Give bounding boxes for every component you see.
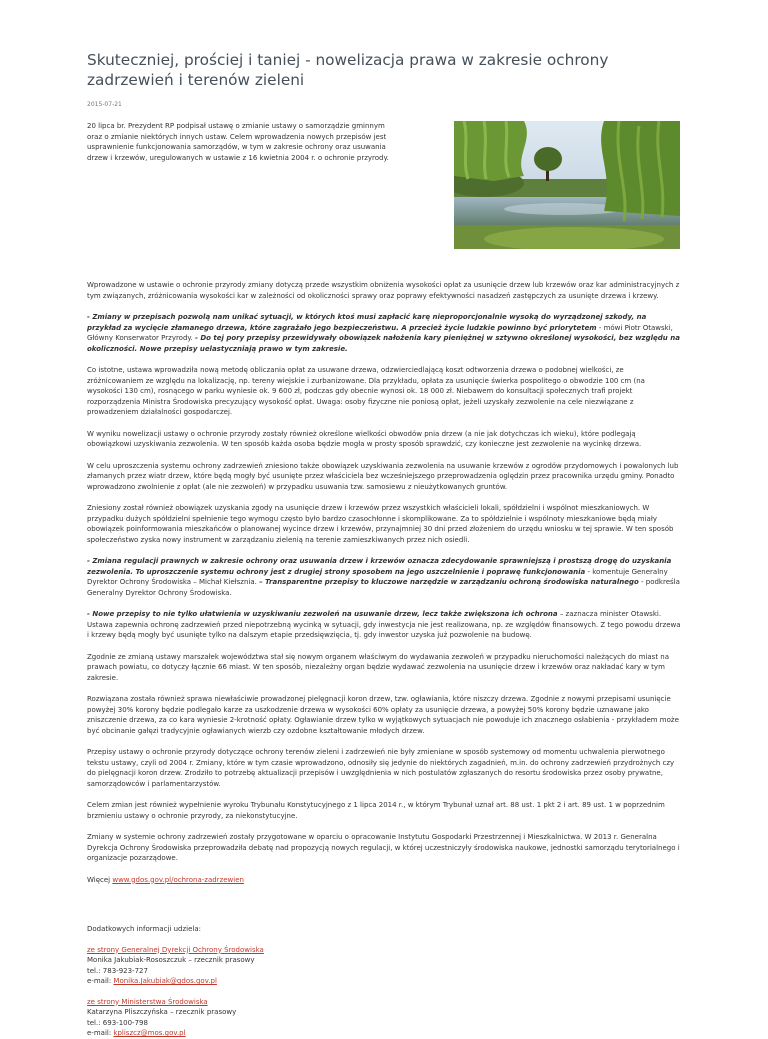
paragraph-4: W celu uproszczenia systemu ochrony zadrzewień zniesiono także obowiązek uzyskiwania zezwolenia na usuwanie krzewów z ogrodów przydomowych i powalonych lub złamanych przez wiatr drzew, które będą mogły być usunięte przez właściciela bez wcześniejszego przeprowadzenia oględzin przez pracownika urzędu gminy. Ponadto wprowadzono zwolnienie z opłat (ale nie zezwoleń) w przypadku usuwania tzw. samosiewu z nieużytkowanych gruntów.	[87, 461, 679, 491]
quote-kielsznia-bold-2: – Transparentne przepisy to kluczowe narzędzie w zarządzaniu ochroną środowiska naturalnego	[259, 578, 639, 586]
landscape-photo	[454, 121, 680, 249]
info-heading: Dodatkowych informacji udziela:	[87, 925, 201, 933]
quote-otawski-attribution: - mówi Piotr Otawski, Główny Konserwator Przyrody.	[87, 323, 673, 342]
paragraph-10: Zmiany w systemie ochrony zadrzewień zostały przygotowane w oparciu o opracowanie Instytutu Gospodarki Przestrzennej i Mieszkalnictwa. W 2013 r. Generalna Dyrekcja Ochrony Środowiska przeprowadziła debatę nad propozycją nowych regulacji, w której uczestniczyły środowiska naukowe, jednostki samorządu terytorialnego i organizacje pozarządowe.	[87, 833, 680, 862]
quote-otawski-bold: - Zmiany w przepisach pozwolą nam unikać sytuacji, w których ktoś musi zapłacić karę nieproporcjonalnie wysoką do wyrządzonej szkody, na przykład za wycięcie złamanego drzewa, które zagrażało jego bezpieczeństwu. A przecież życie ludzkie powinno być priorytetem	[87, 313, 647, 332]
contact-mos-org-link[interactable]: ze strony Ministerstwa Środowiska	[87, 997, 208, 1006]
contact-mos-email-row	[87, 1028, 681, 1039]
quote-minister-text: – zaznacza minister Otawski. Ustawa zapewnia ochronę zadrzewień przed niepotrzebną wycinką w sytuacji, gdy inwestycja nie jest realizowana, np. ze względów finansowych. Z tego powodu drzewa i krzewy będą mogły być usunięte tylko na dalszym etapie przedsięwzięcia, tj. gdy inwestor uzyska już pozwolenie na budowę.	[87, 610, 681, 639]
quote-kielsznia-attribution: - komentuje Generalny Dyrektor Ochrony Środowiska – Michał Kiełsznia.	[87, 567, 668, 586]
quote-kielsznia-bold: - Zmiana regulacji prawnych w zakresie ochrony oraz usuwania drzew i krzewów oznacza zdecydowanie sprawniejszą i prostszą drogę do uzyskania zezwolenia. To uproszczenie systemu ochrony jest z drugiej strony sposobem na jego uszczelnienie i poprawę funkcjonowania	[87, 557, 672, 576]
more-link[interactable]: www.gdos.gov.pl/ochrona-zadrzewien	[112, 875, 244, 884]
paragraph-8: Przepisy ustawy o ochronie przyrody dotyczące ochrony terenów zieleni i zadrzewień nie były zmieniane w sposób systemowy od momentu uchwalenia pierwotnego tekstu ustawy, czyli od 2004 r. Zmiany, które w tym czasie wprowadzono, odnosiły się jedynie do niektórych zagadnień, m.in. do ochrony zadrzewień przydrożnych czy do pielęgnacji koron drzew. Zrodziło to potrzebę aktualizacji przepisów i uwzględnienia w nich postulatów zgłaszanych do resortu środowiska przez osoby prywatne, samorządowców i parlamentarzystów.	[87, 748, 675, 788]
paragraph-6: Zgodnie ze zmianą ustawy marszałek województwa stał się nowym organem właściwym do wydawania zezwoleń w przypadku nieruchomości należących do miast na prawach powiatu, co dotyczy łącznie 66 miast. W ten sposób, niezależny organ będzie wydawać zezwolenia na usunięcie drzew i krzewów oraz nakładać kary w tym zakresie.	[87, 652, 670, 682]
intro-paragraph: 20 lipca br. Prezydent RP podpisał ustawę o zmianie ustawy o samorządzie gminnym oraz o zmianie niektórych innych ustaw. Celem wprowadzenia nowych przepisów jest usprawnienie funkcjonowania samorządów, w tym w zakresie ochrony oraz usuwania drzew i krzewów, uregulowanych w ustawie z 16 kwietnia 2004 r. o ochronie przyrody.	[87, 122, 389, 162]
paragraph-7: Rozwiązana została również sprawa niewłaściwie prowadzonej pielęgnacji koron drzew, tzw. ogławiania, które niszczy drzewa. Zgodnie z nowymi przepisami usunięcie powyżej 30% korony będzie podlegało karze za uszkodzenie drzewa w wysokości 60% opłaty za usunięcie drzewa, a powyżej 50% korony będzie uznawane jako zniszczenie drzewa, za co kara wyniesie 2-krotność opłaty. Ogławianie drzew tylko w wyjątkowych sytuacjach nie powoduje ich znacznego osłabienia - przykładem może być obcinanie gałęzi tradycyjnie ogławianych wierzb czy ozdobne kształtowanie młodych drzew.	[87, 695, 679, 735]
contact-gdos-name: Monika Jakubiak-Rososzczuk – rzecznik prasowy	[87, 956, 255, 964]
paragraph-3: W wyniku nowelizacji ustawy o ochronie przyrody zostały również określone wielkości obwodów pnia drzew (a nie jak dotychczas ich wieku), które podlegają obowiązkowi uzyskiwania zezwolenia. W ten sposób każda osoba będzie mogła w prosty sposób sprawdzić, czy konieczne jest zezwolenie na wycinkę drzewa.	[87, 429, 642, 448]
page-title: Skuteczniej, prościej i taniej - nowelizacja prawa w zakresie ochrony zadrzewień i terenów zieleni	[87, 51, 609, 89]
contact-gdos-org-link[interactable]: ze strony Generalnej Dyrekcji Ochrony Środowiska	[87, 945, 264, 954]
contact-gdos-email-label: e-mail:	[87, 977, 114, 985]
quote-kielsznia	[87, 556, 681, 598]
contact-gdos	[87, 945, 681, 987]
quote-otawski-bold-2: - Do tej pory przepisy przewidywały obowiązek nałożenia kary pieniężnej w sztywno określonej wysokości, bez względu na okoliczności. Nowe przepisy uelastyczniają prawo w tym zakresie.	[87, 334, 680, 353]
quote-minister	[87, 609, 681, 641]
publish-date: 2015-07-21	[87, 101, 122, 108]
contact-gdos-tel: tel.: 783-923-727	[87, 966, 148, 975]
paragraph-1: Wprowadzone w ustawie o ochronie przyrody zmiany dotyczą przede wszystkim obniżenia wysokości opłat za usunięcie drzew lub krzewów oraz kar administracyjnych z tym związanych, zróżnicowania wysokości kar w zależności od okoliczności sprawy oraz poprawy efektywności nasadzeń zastępczych za usunięte drzewa i krzewy.	[87, 281, 680, 300]
paragraph-2: Co istotne, ustawa wprowadziła nową metodę obliczania opłat za usuwane drzewa, odzwierciedlającą koszt odtworzenia drzewa o podobnej wielkości, ze zróżnicowaniem ze względu na lokalizację, np. tereny wiejskie i zurbanizowane. Dla przykładu, opłata za usunięcie świerka pospolitego o obwodzie 100 cm (na wysokości 130 cm), rosnącego w parku wyniesie ok. 9 600 zł, podczas gdy obecnie wynosi ok. 18 000 zł. Niebawem do konsultacji społecznych trafi projekt rozporządzenia Ministra Środowiska precyzujący wysokość opłat. Uwaga: osoby fizyczne nie poniosą opłat, jeżeli uzyskały zezwolenie na cele niezwiązane z prowadzeniem działalności gospodarczej.	[87, 366, 645, 416]
paragraph-9: Celem zmian jest również wypełnienie wyroku Trybunału Konstytucyjnego z 1 lipca 2014 r., w którym Trybunał uznał art. 88 ust. 1 pkt 2 i art. 89 ust. 1 w poprzednim brzmieniu ustawy o ochronie przyrody, za niekonstytucyjne.	[87, 801, 665, 820]
quote-minister-bold: - Nowe przepisy to nie tylko ułatwienia w uzyskiwaniu zezwoleń na usuwanie drzew, lecz także zwiększona ich ochrona	[87, 610, 558, 618]
contact-mos-tel: tel.: 693-100-798	[87, 1018, 148, 1027]
quote-otawski	[87, 312, 681, 354]
more-label: Więcej	[87, 875, 113, 884]
more-info	[87, 875, 681, 886]
quote-kielsznia-attribution-2: - podkreśla Generalny Dyrektor Ochrony Środowiska.	[87, 578, 680, 597]
paragraph-5: Zniesiony został również obowiązek uzyskania zgody na usunięcie drzew i krzewów przez wszystkich właścicieli lokali, spółdzielni i wspólnot mieszkaniowych. W przypadku dużych spółdzielni spełnienie tego wymogu często było bardzo czasochłonne i skomplikowane. Za to spółdzielnie i wspólnoty mieszkaniowe będą miały obowiązek poinformowania mieszkańców o planowanej wycince drzew i krzewów, przynajmniej 30 dni przed złożeniem do urzędu wniosku w tej sprawie. W ten sposób społeczeństwo zyska nowy instrument w zarządzaniu zielenią na terenie zamieszkiwanych przez nich osiedli.	[87, 504, 674, 544]
contact-mos-email-label: e-mail:	[87, 1029, 114, 1037]
pond-willows-icon	[454, 121, 680, 249]
contact-mos	[87, 997, 681, 1039]
contact-gdos-email-link[interactable]: Monika.Jakubiak@gdos.gov.pl	[113, 977, 217, 985]
contact-gdos-email-row	[87, 976, 681, 987]
contact-mos-name: Katarzyna Pliszczyńska – rzecznik prasowy	[87, 1008, 237, 1016]
contact-mos-email-link[interactable]: kpliszcz@mos.gov.pl	[113, 1029, 186, 1037]
intro-section	[87, 121, 681, 249]
